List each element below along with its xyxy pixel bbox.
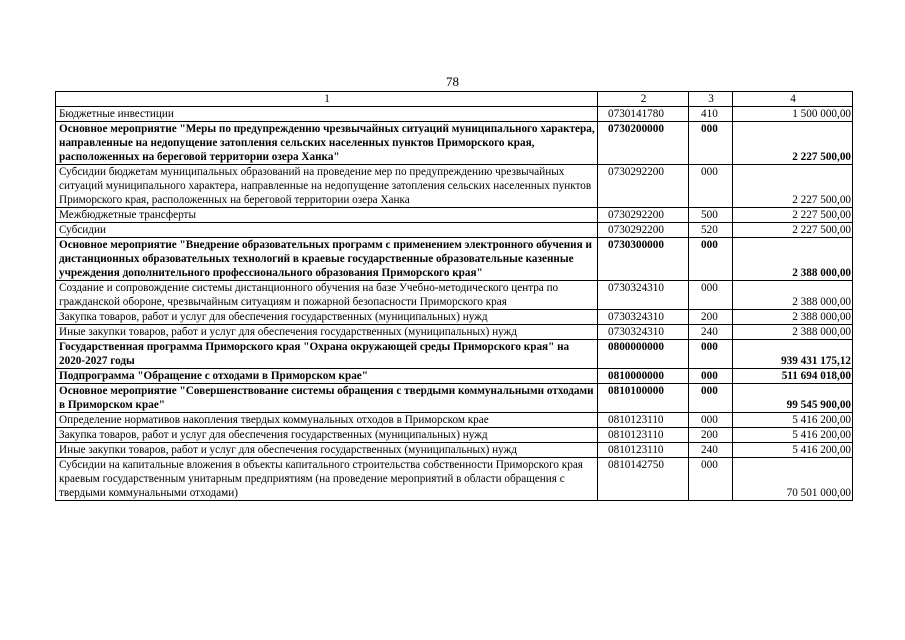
row-type-cell: 000 xyxy=(689,458,733,501)
row-code-cell: 0810142750 xyxy=(598,458,689,501)
row-name-cell: Государственная программа Приморского края "Охрана окружающей среды Приморского края" на 2020-2027 годы xyxy=(56,340,598,369)
row-type-cell: 240 xyxy=(689,443,733,458)
row-code-cell: 0810000000 xyxy=(598,369,689,384)
row-name-cell: Основное мероприятие "Внедрение образовательных программ с применением электронного обучения и дистанционных образовательных технологий в краевые государственные образовательные казенные учреждения дополнительного профессионального образования Приморского края" xyxy=(56,238,598,281)
row-amount-cell: 5 416 200,00 xyxy=(733,443,853,458)
table-row xyxy=(56,281,853,310)
row-amount-cell: 2 227 500,00 xyxy=(733,122,853,165)
table-row xyxy=(56,238,853,281)
row-name-cell: Закупка товаров, работ и услуг для обеспечения государственных (муниципальных) нужд xyxy=(56,310,598,325)
row-code-cell: 0730324310 xyxy=(598,325,689,340)
row-type-cell: 000 xyxy=(689,165,733,208)
row-amount-cell: 2 388 000,00 xyxy=(733,325,853,340)
table-row xyxy=(56,223,853,238)
table-row xyxy=(56,340,853,369)
row-name-cell: Основное мероприятие "Меры по предупреждению чрезвычайных ситуаций муниципального характера, направленные на недопущение затопления сельских населенных пунктов Приморского края, расположенных на береговой территории озера Ханка" xyxy=(56,122,598,165)
row-type-cell: 000 xyxy=(689,340,733,369)
row-type-cell: 000 xyxy=(689,413,733,428)
row-type-cell: 000 xyxy=(689,281,733,310)
row-name-cell: Субсидии на капитальные вложения в объекты капитального строительства собственности Приморского края краевым государственным унитарным предприятиям (на проведение мероприятий в области обращения с твердыми коммунальными отходами) xyxy=(56,458,598,501)
row-code-cell: 0810123110 xyxy=(598,413,689,428)
row-code-cell: 0730324310 xyxy=(598,281,689,310)
header-col-1: 1 xyxy=(56,92,598,107)
table-row xyxy=(56,384,853,413)
row-type-cell: 000 xyxy=(689,122,733,165)
row-name-cell: Субсидии бюджетам муниципальных образований на проведение мер по предупреждению чрезвычайных ситуаций муниципального характера, направленные на недопущение затопления сельских населенных пунктов Приморского края, расположенных на береговой территории озера Ханка xyxy=(56,165,598,208)
row-name-cell: Основное мероприятие "Совершенствование системы обращения с твердыми коммунальными отходами в Приморском крае" xyxy=(56,384,598,413)
row-name-cell: Бюджетные инвестиции xyxy=(56,107,598,122)
table-header-row xyxy=(56,92,853,107)
row-type-cell: 410 xyxy=(689,107,733,122)
row-type-cell: 200 xyxy=(689,310,733,325)
row-amount-cell: 2 227 500,00 xyxy=(733,165,853,208)
row-type-cell: 240 xyxy=(689,325,733,340)
row-amount-cell: 2 388 000,00 xyxy=(733,310,853,325)
row-code-cell: 0730292200 xyxy=(598,223,689,238)
row-code-cell: 0810100000 xyxy=(598,384,689,413)
row-code-cell: 0730200000 xyxy=(598,122,689,165)
row-name-cell: Иные закупки товаров, работ и услуг для обеспечения государственных (муниципальных) нужд xyxy=(56,325,598,340)
row-name-cell: Межбюджетные трансферты xyxy=(56,208,598,223)
row-amount-cell: 5 416 200,00 xyxy=(733,428,853,443)
row-amount-cell: 511 694 018,00 xyxy=(733,369,853,384)
row-amount-cell: 1 500 000,00 xyxy=(733,107,853,122)
row-name-cell: Закупка товаров, работ и услуг для обеспечения государственных (муниципальных) нужд xyxy=(56,428,598,443)
row-type-cell: 520 xyxy=(689,223,733,238)
row-name-cell: Подпрограмма "Обращение с отходами в Приморском крае" xyxy=(56,369,598,384)
row-amount-cell: 2 388 000,00 xyxy=(733,238,853,281)
row-amount-cell: 2 388 000,00 xyxy=(733,281,853,310)
row-amount-cell: 5 416 200,00 xyxy=(733,413,853,428)
row-code-cell: 0730324310 xyxy=(598,310,689,325)
table-row xyxy=(56,107,853,122)
row-amount-cell: 70 501 000,00 xyxy=(733,458,853,501)
header-col-3: 3 xyxy=(689,92,733,107)
row-type-cell: 000 xyxy=(689,369,733,384)
header-col-4: 4 xyxy=(733,92,853,107)
row-amount-cell: 939 431 175,12 xyxy=(733,340,853,369)
table-row xyxy=(56,413,853,428)
table-row xyxy=(56,458,853,501)
row-code-cell: 0730292200 xyxy=(598,208,689,223)
table-row xyxy=(56,208,853,223)
row-type-cell: 000 xyxy=(689,238,733,281)
row-name-cell: Иные закупки товаров, работ и услуг для обеспечения государственных (муниципальных) нужд xyxy=(56,443,598,458)
table-row xyxy=(56,443,853,458)
table-row xyxy=(56,428,853,443)
row-amount-cell: 2 227 500,00 xyxy=(733,208,853,223)
header-col-2: 2 xyxy=(598,92,689,107)
row-type-cell: 500 xyxy=(689,208,733,223)
row-code-cell: 0730300000 xyxy=(598,238,689,281)
table-row xyxy=(56,369,853,384)
row-code-cell: 0810123110 xyxy=(598,428,689,443)
row-amount-cell: 2 227 500,00 xyxy=(733,223,853,238)
row-type-cell: 200 xyxy=(689,428,733,443)
row-name-cell: Субсидии xyxy=(56,223,598,238)
budget-table xyxy=(55,91,853,501)
table-row xyxy=(56,310,853,325)
table-row xyxy=(56,165,853,208)
row-code-cell: 0810123110 xyxy=(598,443,689,458)
row-name-cell: Создание и сопровождение системы дистанционного обучения на базе Учебно-методического центра по гражданской обороне, чрезвычайным ситуациям и пожарной безопасности Приморского края xyxy=(56,281,598,310)
row-code-cell: 0730141780 xyxy=(598,107,689,122)
row-amount-cell: 99 545 900,00 xyxy=(733,384,853,413)
row-code-cell: 0730292200 xyxy=(598,165,689,208)
page-number: 78 xyxy=(446,74,459,89)
row-name-cell: Определение нормативов накопления твердых коммунальных отходов в Приморском крае xyxy=(56,413,598,428)
row-type-cell: 000 xyxy=(689,384,733,413)
table-row xyxy=(56,325,853,340)
table-row xyxy=(56,122,853,165)
row-code-cell: 0800000000 xyxy=(598,340,689,369)
